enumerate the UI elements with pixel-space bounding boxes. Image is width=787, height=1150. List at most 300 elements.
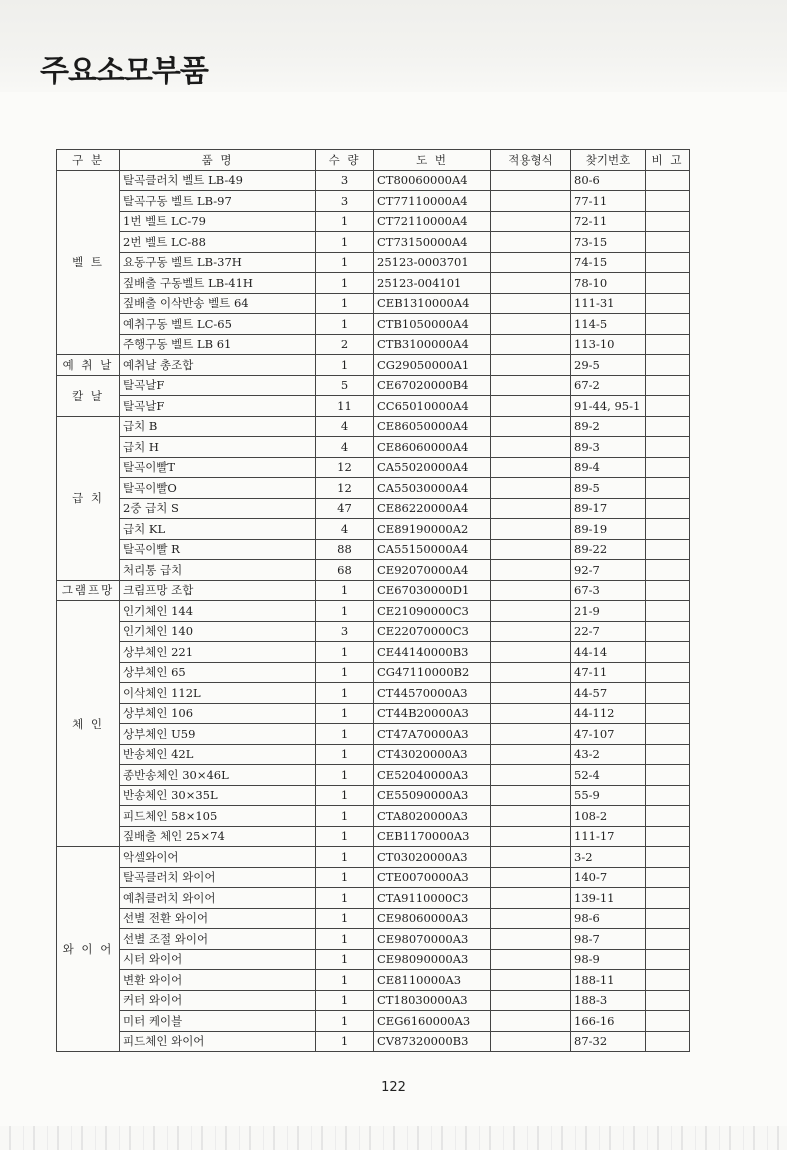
quantity-cell: 1 xyxy=(316,744,374,765)
note-cell xyxy=(646,375,690,396)
part-name-cell: 짚배출 구동벨트 LB-41H xyxy=(120,273,316,294)
quantity-cell: 1 xyxy=(316,765,374,786)
table-row xyxy=(57,355,690,376)
drawing-number-cell: CE67030000D1 xyxy=(374,580,491,601)
table-row xyxy=(57,293,690,314)
table-row xyxy=(57,785,690,806)
category-cell: 칼 날 xyxy=(57,375,120,416)
drawing-number-cell: CT47A70000A3 xyxy=(374,724,491,745)
category-cell: 벨 트 xyxy=(57,170,120,355)
table-row xyxy=(57,170,690,191)
table-row xyxy=(57,1011,690,1032)
reference-number-cell: 139-11 xyxy=(571,888,646,909)
header-qty: 수 량 xyxy=(316,150,374,171)
note-cell xyxy=(646,334,690,355)
part-name-cell: 이삭체인 112L xyxy=(120,683,316,704)
part-name-cell: 피드체인 와이어 xyxy=(120,1031,316,1052)
table-row xyxy=(57,580,690,601)
quantity-cell: 12 xyxy=(316,457,374,478)
part-name-cell: 반송체인 30×35L xyxy=(120,785,316,806)
quantity-cell: 1 xyxy=(316,990,374,1011)
reference-number-cell: 44-57 xyxy=(571,683,646,704)
model-cell xyxy=(491,1011,571,1032)
reference-number-cell: 47-107 xyxy=(571,724,646,745)
note-cell xyxy=(646,703,690,724)
model-cell xyxy=(491,765,571,786)
drawing-number-cell: CE98090000A3 xyxy=(374,949,491,970)
model-cell xyxy=(491,293,571,314)
drawing-number-cell: CEG6160000A3 xyxy=(374,1011,491,1032)
note-cell xyxy=(646,765,690,786)
quantity-cell: 12 xyxy=(316,478,374,499)
drawing-number-cell: CV87320000B3 xyxy=(374,1031,491,1052)
table-row xyxy=(57,252,690,273)
reference-number-cell: 87-32 xyxy=(571,1031,646,1052)
header-note: 비 고 xyxy=(646,150,690,171)
part-name-cell: 상부체인 U59 xyxy=(120,724,316,745)
note-cell xyxy=(646,744,690,765)
note-cell xyxy=(646,785,690,806)
part-name-cell: 인기체인 140 xyxy=(120,621,316,642)
table-row xyxy=(57,642,690,663)
table-row xyxy=(57,416,690,437)
table-row xyxy=(57,560,690,581)
page-title: 주요소모부품 xyxy=(40,54,208,89)
category-cell: 체 인 xyxy=(57,601,120,847)
reference-number-cell: 43-2 xyxy=(571,744,646,765)
drawing-number-cell: 25123-0003701 xyxy=(374,252,491,273)
model-cell xyxy=(491,519,571,540)
note-cell xyxy=(646,724,690,745)
note-cell xyxy=(646,888,690,909)
table-row xyxy=(57,519,690,540)
reference-number-cell: 72-11 xyxy=(571,211,646,232)
model-cell xyxy=(491,191,571,212)
model-cell xyxy=(491,355,571,376)
part-name-cell: 탈곡이빨O xyxy=(120,478,316,499)
reference-number-cell: 67-2 xyxy=(571,375,646,396)
reference-number-cell: 92-7 xyxy=(571,560,646,581)
note-cell xyxy=(646,457,690,478)
reference-number-cell: 67-3 xyxy=(571,580,646,601)
drawing-number-cell: CE44140000B3 xyxy=(374,642,491,663)
table-row xyxy=(57,970,690,991)
model-cell xyxy=(491,683,571,704)
table-row xyxy=(57,806,690,827)
quantity-cell: 1 xyxy=(316,580,374,601)
header-drawing: 도 번 xyxy=(374,150,491,171)
drawing-number-cell: CE86060000A4 xyxy=(374,437,491,458)
table-row xyxy=(57,396,690,417)
table-row xyxy=(57,867,690,888)
model-cell xyxy=(491,375,571,396)
part-name-cell: 피드체인 58×105 xyxy=(120,806,316,827)
drawing-number-cell: CEB1310000A4 xyxy=(374,293,491,314)
reference-number-cell: 89-3 xyxy=(571,437,646,458)
reference-number-cell: 89-22 xyxy=(571,539,646,560)
table-row xyxy=(57,847,690,868)
drawing-number-cell: CTE0070000A3 xyxy=(374,867,491,888)
table-row xyxy=(57,949,690,970)
part-name-cell: 변환 와이어 xyxy=(120,970,316,991)
table-row xyxy=(57,539,690,560)
note-cell xyxy=(646,396,690,417)
reference-number-cell: 74-15 xyxy=(571,252,646,273)
quantity-cell: 1 xyxy=(316,785,374,806)
table-row xyxy=(57,990,690,1011)
part-name-cell: 상부체인 221 xyxy=(120,642,316,663)
part-name-cell: 상부체인 65 xyxy=(120,662,316,683)
model-cell xyxy=(491,232,571,253)
quantity-cell: 5 xyxy=(316,375,374,396)
quantity-cell: 1 xyxy=(316,232,374,253)
note-cell xyxy=(646,191,690,212)
part-name-cell: 탈곡클러치 와이어 xyxy=(120,867,316,888)
parts-table-body xyxy=(57,170,690,1052)
note-cell xyxy=(646,806,690,827)
category-cell: 예 취 날 xyxy=(57,355,120,376)
quantity-cell: 3 xyxy=(316,170,374,191)
reference-number-cell: 52-4 xyxy=(571,765,646,786)
quantity-cell: 1 xyxy=(316,703,374,724)
part-name-cell: 짚배출 이삭반송 벨트 64 xyxy=(120,293,316,314)
note-cell xyxy=(646,621,690,642)
reference-number-cell: 80-6 xyxy=(571,170,646,191)
note-cell xyxy=(646,273,690,294)
drawing-number-cell: CE89190000A2 xyxy=(374,519,491,540)
part-name-cell: 예취날 총조합 xyxy=(120,355,316,376)
drawing-number-cell: CTA9110000C3 xyxy=(374,888,491,909)
drawing-number-cell: CT77110000A4 xyxy=(374,191,491,212)
model-cell xyxy=(491,847,571,868)
drawing-number-cell: CE98070000A3 xyxy=(374,929,491,950)
table-row xyxy=(57,621,690,642)
drawing-number-cell: CE86050000A4 xyxy=(374,416,491,437)
part-name-cell: 탈곡구동 벨트 LB-97 xyxy=(120,191,316,212)
header-ref: 찾기번호 xyxy=(571,150,646,171)
part-name-cell: 처리통 급치 xyxy=(120,560,316,581)
note-cell xyxy=(646,642,690,663)
quantity-cell: 1 xyxy=(316,252,374,273)
part-name-cell: 크림프망 조합 xyxy=(120,580,316,601)
note-cell xyxy=(646,1031,690,1052)
model-cell xyxy=(491,478,571,499)
part-name-cell: 예취구동 벨트 LC-65 xyxy=(120,314,316,335)
table-row xyxy=(57,908,690,929)
reference-number-cell: 114-5 xyxy=(571,314,646,335)
note-cell xyxy=(646,847,690,868)
part-name-cell: 2번 벨트 LC-88 xyxy=(120,232,316,253)
reference-number-cell: 89-19 xyxy=(571,519,646,540)
table-row xyxy=(57,683,690,704)
reference-number-cell: 91-44, 95-1 xyxy=(571,396,646,417)
drawing-number-cell: CA55030000A4 xyxy=(374,478,491,499)
reference-number-cell: 188-3 xyxy=(571,990,646,1011)
table-row xyxy=(57,826,690,847)
model-cell xyxy=(491,170,571,191)
note-cell xyxy=(646,601,690,622)
table-row xyxy=(57,191,690,212)
quantity-cell: 1 xyxy=(316,847,374,868)
note-cell xyxy=(646,170,690,191)
table-row xyxy=(57,232,690,253)
part-name-cell: 급치 B xyxy=(120,416,316,437)
table-row xyxy=(57,601,690,622)
category-cell: 와 이 어 xyxy=(57,847,120,1052)
model-cell xyxy=(491,457,571,478)
part-name-cell: 선별 전환 와이어 xyxy=(120,908,316,929)
reference-number-cell: 89-17 xyxy=(571,498,646,519)
drawing-number-cell: CA55150000A4 xyxy=(374,539,491,560)
reference-number-cell: 3-2 xyxy=(571,847,646,868)
note-cell xyxy=(646,416,690,437)
quantity-cell: 1 xyxy=(316,683,374,704)
quantity-cell: 1 xyxy=(316,724,374,745)
note-cell xyxy=(646,355,690,376)
header-model: 적용형식 xyxy=(491,150,571,171)
reference-number-cell: 108-2 xyxy=(571,806,646,827)
note-cell xyxy=(646,437,690,458)
reference-number-cell: 22-7 xyxy=(571,621,646,642)
drawing-number-cell: CT44570000A3 xyxy=(374,683,491,704)
note-cell xyxy=(646,908,690,929)
quantity-cell: 3 xyxy=(316,191,374,212)
drawing-number-cell: CT44B20000A3 xyxy=(374,703,491,724)
part-name-cell: 주행구동 벨트 LB 61 xyxy=(120,334,316,355)
reference-number-cell: 98-6 xyxy=(571,908,646,929)
drawing-number-cell: CE8110000A3 xyxy=(374,970,491,991)
model-cell xyxy=(491,806,571,827)
drawing-number-cell: CE86220000A4 xyxy=(374,498,491,519)
drawing-number-cell: CE55090000A3 xyxy=(374,785,491,806)
model-cell xyxy=(491,949,571,970)
reference-number-cell: 188-11 xyxy=(571,970,646,991)
model-cell xyxy=(491,211,571,232)
part-name-cell: 상부체인 106 xyxy=(120,703,316,724)
model-cell xyxy=(491,580,571,601)
quantity-cell: 1 xyxy=(316,601,374,622)
header-category: 구 분 xyxy=(57,150,120,171)
quantity-cell: 1 xyxy=(316,355,374,376)
table-header-row xyxy=(57,150,690,171)
table-row xyxy=(57,437,690,458)
model-cell xyxy=(491,314,571,335)
table-row xyxy=(57,888,690,909)
part-name-cell: 선별 조절 와이어 xyxy=(120,929,316,950)
reference-number-cell: 44-112 xyxy=(571,703,646,724)
reference-number-cell: 111-17 xyxy=(571,826,646,847)
drawing-number-cell: CE67020000B4 xyxy=(374,375,491,396)
model-cell xyxy=(491,437,571,458)
table-row xyxy=(57,724,690,745)
part-name-cell: 짚배출 체인 25×74 xyxy=(120,826,316,847)
model-cell xyxy=(491,724,571,745)
model-cell xyxy=(491,601,571,622)
model-cell xyxy=(491,416,571,437)
quantity-cell: 1 xyxy=(316,826,374,847)
quantity-cell: 1 xyxy=(316,293,374,314)
category-cell: 그램프망 xyxy=(57,580,120,601)
part-name-cell: 예취클러치 와이어 xyxy=(120,888,316,909)
model-cell xyxy=(491,1031,571,1052)
part-name-cell: 탈곡이빨 R xyxy=(120,539,316,560)
table-row xyxy=(57,703,690,724)
drawing-number-cell: CC65010000A4 xyxy=(374,396,491,417)
reference-number-cell: 44-14 xyxy=(571,642,646,663)
note-cell xyxy=(646,211,690,232)
note-cell xyxy=(646,498,690,519)
quantity-cell: 4 xyxy=(316,519,374,540)
quantity-cell: 1 xyxy=(316,888,374,909)
table-row xyxy=(57,334,690,355)
model-cell xyxy=(491,703,571,724)
reference-number-cell: 89-2 xyxy=(571,416,646,437)
note-cell xyxy=(646,662,690,683)
note-cell xyxy=(646,232,690,253)
model-cell xyxy=(491,908,571,929)
model-cell xyxy=(491,396,571,417)
table-row xyxy=(57,744,690,765)
drawing-number-cell: CEB1170000A3 xyxy=(374,826,491,847)
reference-number-cell: 55-9 xyxy=(571,785,646,806)
category-cell: 급 치 xyxy=(57,416,120,580)
drawing-number-cell: CT73150000A4 xyxy=(374,232,491,253)
note-cell xyxy=(646,539,690,560)
parts-table xyxy=(56,149,690,1052)
quantity-cell: 1 xyxy=(316,1011,374,1032)
reference-number-cell: 47-11 xyxy=(571,662,646,683)
model-cell xyxy=(491,539,571,560)
reference-number-cell: 111-31 xyxy=(571,293,646,314)
table-row xyxy=(57,929,690,950)
model-cell xyxy=(491,744,571,765)
note-cell xyxy=(646,1011,690,1032)
reference-number-cell: 98-9 xyxy=(571,949,646,970)
part-name-cell: 급치 KL xyxy=(120,519,316,540)
part-name-cell: 시터 와이어 xyxy=(120,949,316,970)
quantity-cell: 88 xyxy=(316,539,374,560)
drawing-number-cell: CE22070000C3 xyxy=(374,621,491,642)
part-name-cell: 반송체인 42L xyxy=(120,744,316,765)
reference-number-cell: 89-4 xyxy=(571,457,646,478)
note-cell xyxy=(646,683,690,704)
drawing-number-cell: CT03020000A3 xyxy=(374,847,491,868)
reference-number-cell: 78-10 xyxy=(571,273,646,294)
note-cell xyxy=(646,929,690,950)
reference-number-cell: 21-9 xyxy=(571,601,646,622)
quantity-cell: 1 xyxy=(316,662,374,683)
quantity-cell: 4 xyxy=(316,416,374,437)
reference-number-cell: 89-5 xyxy=(571,478,646,499)
table-row xyxy=(57,478,690,499)
table-row xyxy=(57,375,690,396)
model-cell xyxy=(491,252,571,273)
part-name-cell: 1번 벨트 LC-79 xyxy=(120,211,316,232)
part-name-cell: 악셀와이어 xyxy=(120,847,316,868)
note-cell xyxy=(646,580,690,601)
drawing-number-cell: CG47110000B2 xyxy=(374,662,491,683)
quantity-cell: 3 xyxy=(316,621,374,642)
quantity-cell: 1 xyxy=(316,867,374,888)
drawing-number-cell: CT80060000A4 xyxy=(374,170,491,191)
model-cell xyxy=(491,867,571,888)
drawing-number-cell: CTB3100000A4 xyxy=(374,334,491,355)
drawing-number-cell: 25123-004101 xyxy=(374,273,491,294)
reference-number-cell: 140-7 xyxy=(571,867,646,888)
header-name: 품 명 xyxy=(120,150,316,171)
drawing-number-cell: CE92070000A4 xyxy=(374,560,491,581)
model-cell xyxy=(491,929,571,950)
part-name-cell: 탈곡이빨T xyxy=(120,457,316,478)
part-name-cell: 2중 급치 S xyxy=(120,498,316,519)
reference-number-cell: 77-11 xyxy=(571,191,646,212)
scan-artifact-strip xyxy=(0,1126,787,1150)
quantity-cell: 1 xyxy=(316,642,374,663)
note-cell xyxy=(646,314,690,335)
part-name-cell: 요동구동 벨트 LB-37H xyxy=(120,252,316,273)
quantity-cell: 11 xyxy=(316,396,374,417)
table-row xyxy=(57,273,690,294)
note-cell xyxy=(646,560,690,581)
page-number: 122 xyxy=(381,1080,406,1095)
model-cell xyxy=(491,642,571,663)
part-name-cell: 급치 H xyxy=(120,437,316,458)
quantity-cell: 1 xyxy=(316,929,374,950)
quantity-cell: 1 xyxy=(316,1031,374,1052)
quantity-cell: 47 xyxy=(316,498,374,519)
model-cell xyxy=(491,990,571,1011)
quantity-cell: 1 xyxy=(316,949,374,970)
drawing-number-cell: CE52040000A3 xyxy=(374,765,491,786)
note-cell xyxy=(646,867,690,888)
table-row xyxy=(57,765,690,786)
note-cell xyxy=(646,293,690,314)
model-cell xyxy=(491,273,571,294)
table-row xyxy=(57,457,690,478)
model-cell xyxy=(491,334,571,355)
part-name-cell: 탈곡클러치 벨트 LB-49 xyxy=(120,170,316,191)
drawing-number-cell: CTA8020000A3 xyxy=(374,806,491,827)
quantity-cell: 1 xyxy=(316,970,374,991)
part-name-cell: 종반송체인 30×46L xyxy=(120,765,316,786)
table-row xyxy=(57,498,690,519)
table-row xyxy=(57,1031,690,1052)
note-cell xyxy=(646,252,690,273)
quantity-cell: 1 xyxy=(316,806,374,827)
model-cell xyxy=(491,970,571,991)
note-cell xyxy=(646,519,690,540)
reference-number-cell: 29-5 xyxy=(571,355,646,376)
part-name-cell: 인기체인 144 xyxy=(120,601,316,622)
drawing-number-cell: CT72110000A4 xyxy=(374,211,491,232)
part-name-cell: 탈곡날F xyxy=(120,396,316,417)
note-cell xyxy=(646,826,690,847)
note-cell xyxy=(646,990,690,1011)
model-cell xyxy=(491,560,571,581)
quantity-cell: 2 xyxy=(316,334,374,355)
drawing-number-cell: CTB1050000A4 xyxy=(374,314,491,335)
drawing-number-cell: CT18030000A3 xyxy=(374,990,491,1011)
quantity-cell: 1 xyxy=(316,273,374,294)
reference-number-cell: 113-10 xyxy=(571,334,646,355)
table-row xyxy=(57,314,690,335)
drawing-number-cell: CT43020000A3 xyxy=(374,744,491,765)
note-cell xyxy=(646,970,690,991)
table-row xyxy=(57,662,690,683)
part-name-cell: 탈곡날F xyxy=(120,375,316,396)
drawing-number-cell: CA55020000A4 xyxy=(374,457,491,478)
model-cell xyxy=(491,888,571,909)
